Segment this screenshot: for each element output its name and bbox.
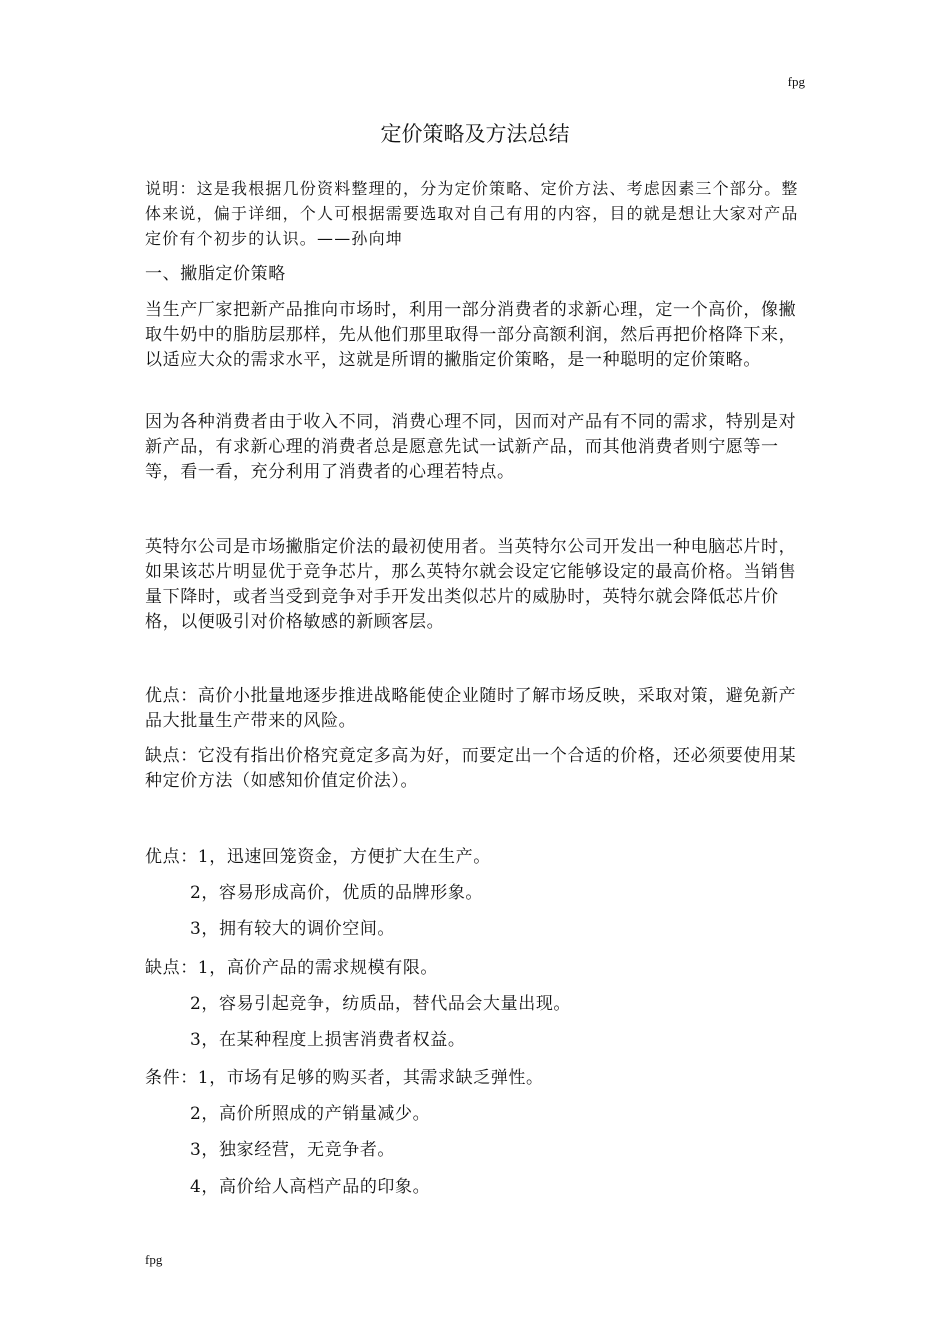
paragraph-disadvantage: 缺点：它没有指出价格究竟定多高为好，而要定出一个合适的价格，还必须要使用某种定价方法（如感知价值定价法）。	[145, 746, 797, 791]
list-item: 2，高价所照成的产销量减少。	[190, 1104, 431, 1124]
list-item: 2，容易形成高价，优质的品牌形象。	[190, 883, 484, 903]
list-item: 4，高价给人高档产品的印象。	[190, 1177, 431, 1197]
intro-note: 说明：这是我根据几份资料整理的，分为定价策略、定价方法、考虑因素三个部分。整体来说，偏于详细，个人可根据需要选取对自己有用的内容，目的就是想让大家对产品定价有个初步的认识。——孙向坤	[145, 179, 799, 248]
section-heading: 一、撇脂定价策略	[145, 264, 286, 284]
list-item: 缺点：1，高价产品的需求规模有限。	[145, 958, 439, 978]
header-mark: fpg	[787, 74, 805, 89]
paragraph-definition: 当生产厂家把新产品推向市场时，利用一部分消费者的求新心理，定一个高价，像撇取牛奶中的脂肪层那样，先从他们那里取得一部分高额利润，然后再把价格降下来，以适应大众的需求水平，这就是所谓的撇脂定价策略，是一种聪明的定价策略。	[145, 300, 797, 370]
page-title: 定价策略及方法总结	[380, 122, 570, 146]
list-item: 条件：1，市场有足够的购买者，其需求缺乏弹性。	[145, 1068, 544, 1088]
list-item: 3，独家经营，无竞争者。	[190, 1140, 396, 1160]
paragraph-reason: 因为各种消费者由于收入不同，消费心理不同，因而对产品有不同的需求，特别是对新产品，有求新心理的消费者总是愿意先试一试新产品，而其他消费者则宁愿等一等，看一看，充分利用了消费者的心理若特点。	[145, 412, 797, 482]
paragraph-advantage: 优点：高价小批量地逐步推进战略能使企业随时了解市场反映，采取对策，避免新产品大批量生产带来的风险。	[145, 686, 797, 731]
list-item: 3，拥有较大的调价空间。	[190, 919, 396, 939]
list-item: 优点：1，迅速回笼资金，方便扩大在生产。	[145, 847, 491, 867]
list-item: 2，容易引起竞争，纺质品，替代品会大量出现。	[190, 994, 572, 1014]
footer-mark: fpg	[145, 1252, 163, 1267]
list-item: 3，在某种程度上损害消费者权益。	[190, 1030, 466, 1050]
paragraph-intel-example: 英特尔公司是市场撇脂定价法的最初使用者。当英特尔公司开发出一种电脑芯片时，如果该芯片明显优于竞争芯片，那么英特尔就会设定它能够设定的最高价格。当销售量下降时，或者当受到竞争对手开发出类似芯片的威胁时，英特尔就会降低芯片价格，以便吸引对价格敏感的新顾客层。	[145, 537, 797, 632]
